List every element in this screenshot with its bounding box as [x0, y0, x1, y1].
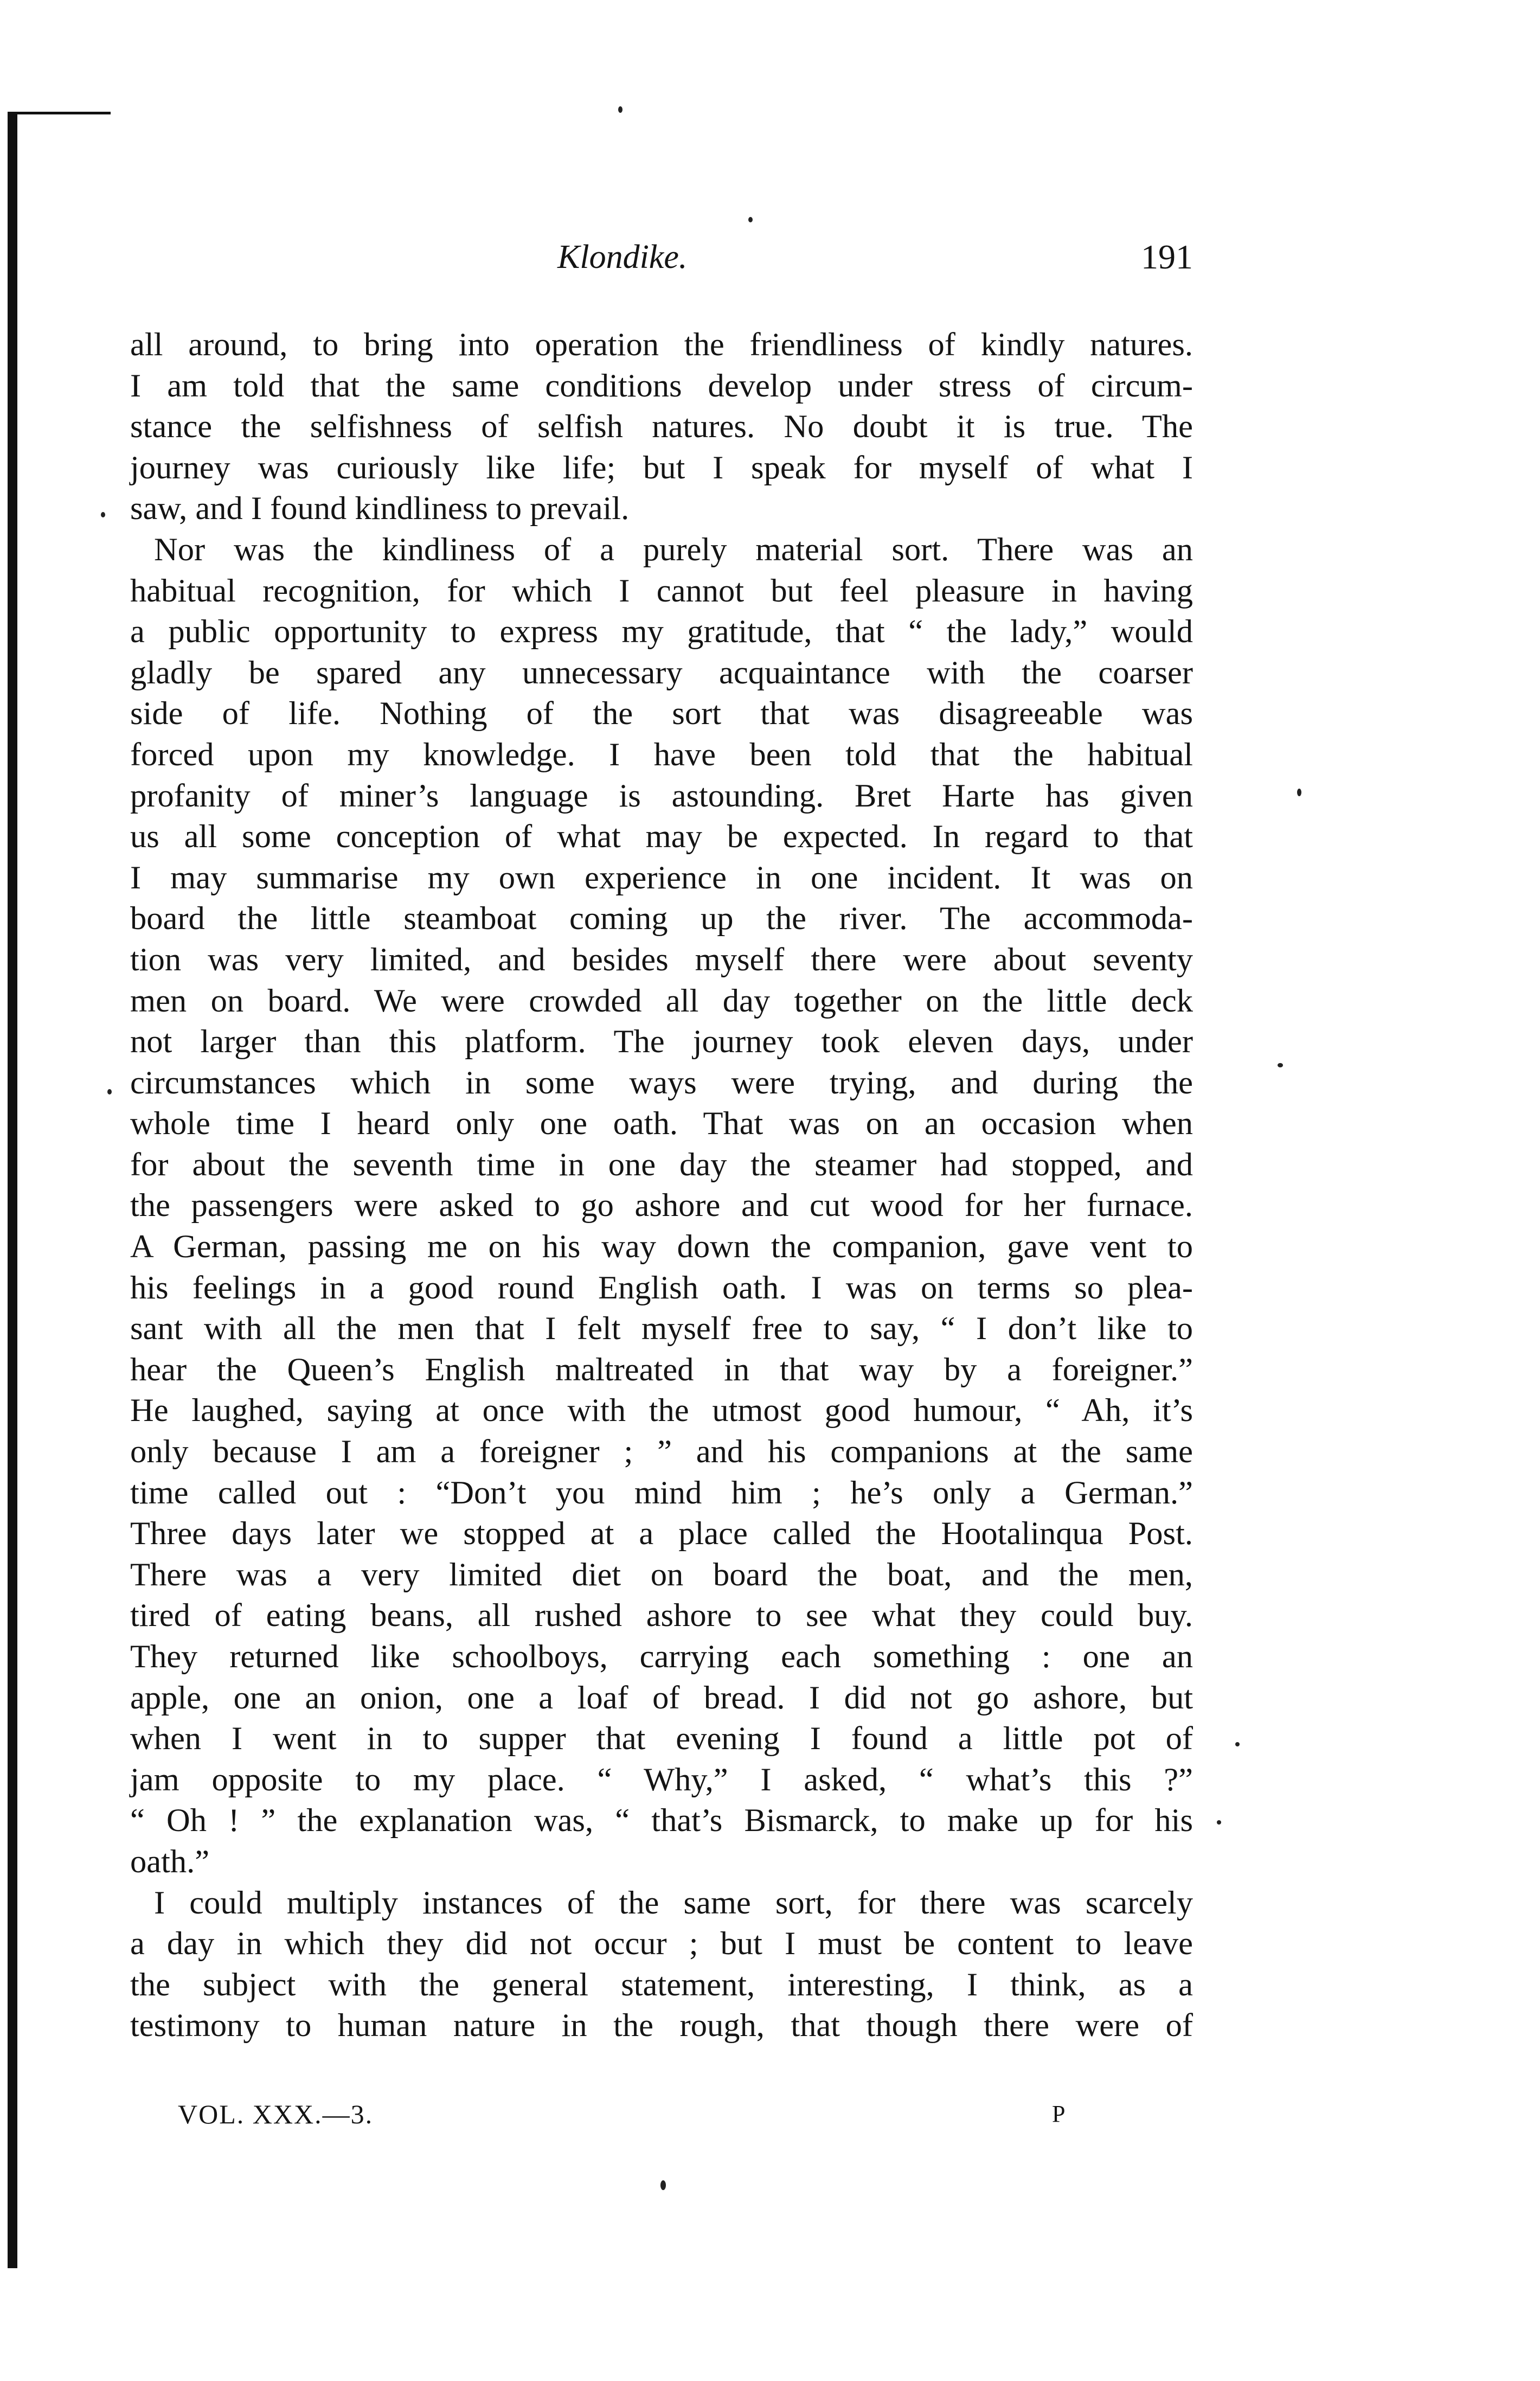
text-line: time called out : “Don’t you mind him ; he’s only a German.” — [130, 1474, 1193, 1511]
text-line: when I went in to supper that evening I found a little pot of — [130, 1720, 1193, 1757]
text-line: all around, to bring into operation the friendliness of kindly natures. — [130, 327, 1193, 363]
text-line: board the little steamboat coming up the river. The accommoda- — [130, 900, 1193, 937]
text-line: journey was curiously like life; but I speak for myself of what I — [130, 449, 1193, 486]
scan-speck — [101, 512, 105, 517]
page-number: 191 — [1141, 238, 1193, 276]
text-line: saw, and I found kindliness to prevail. — [130, 490, 630, 527]
text-line: Three days later we stopped at a place called the Hootalinqua Post. — [130, 1515, 1193, 1552]
text-line: “ Oh ! ” the explanation was, “ that’s Bismarck, to make up for his — [130, 1802, 1193, 1839]
text-line: the passengers were asked to go ashore and cut wood for her furnace. — [130, 1187, 1193, 1224]
scan-speck — [748, 217, 753, 222]
text-line: sant with all the men that I felt myself free to say, “ I don’t like to — [130, 1310, 1193, 1347]
text-line: They returned like schoolboys, carrying each something : one an — [130, 1638, 1193, 1675]
text-line: tion was very limited, and besides myself there were about seventy — [130, 941, 1193, 978]
text-line: side of life. Nothing of the sort that was disagreeable was — [130, 695, 1193, 732]
scan-speck — [107, 1089, 112, 1095]
text-line: jam opposite to my place. “ Why,” I asked, “ what’s this ?” — [130, 1761, 1193, 1798]
text-line: a public opportunity to express my gratitude, that “ the lady,” would — [130, 613, 1193, 650]
text-line: There was a very limited diet on board the boat, and the men, — [130, 1556, 1193, 1593]
text-line: I am told that the same conditions develop under stress of circum- — [130, 367, 1193, 404]
text-line: tired of eating beans, all rushed ashore to see what they could buy. — [130, 1597, 1193, 1634]
text-line: a day in which they did not occur ; but I must be content to leave — [130, 1925, 1193, 1962]
signature-mark: VOL. XXX.—3. — [178, 2099, 374, 2129]
text-line: He laughed, saying at once with the utmost good humour, “ Ah, it’s — [130, 1392, 1193, 1429]
paragraph-first-line: Nor was the kindliness of a purely material sort. There was an — [154, 531, 1193, 568]
binding-rule-horizontal — [8, 112, 111, 114]
text-line: the subject with the general statement, interesting, I think, as a — [130, 1966, 1193, 2003]
text-line: whole time I heard only one oath. That was on an occasion when — [130, 1105, 1193, 1142]
text-line: oath.” — [130, 1843, 210, 1880]
text-line: I may summarise my own experience in one incident. It was on — [130, 859, 1193, 896]
text-line: hear the Queen’s English maltreated in that way by a foreigner.” — [130, 1351, 1193, 1388]
text-line: circumstances which in some ways were trying, and during the — [130, 1064, 1193, 1101]
paragraph-first-line: I could multiply instances of the same sort, for there was scarcely — [154, 1884, 1193, 1921]
text-line: gladly be spared any unnecessary acquaintance with the coarser — [130, 654, 1193, 691]
text-line: not larger than this platform. The journey took eleven days, under — [130, 1023, 1193, 1060]
text-line: for about the seventh time in one day the steamer had stopped, and — [130, 1146, 1193, 1183]
running-title: Klondike. — [557, 239, 688, 276]
text-line: profanity of miner’s language is astounding. Bret Harte has given — [130, 777, 1193, 814]
running-head — [130, 235, 1193, 279]
text-line: forced upon my knowledge. I have been told that the habitual — [130, 736, 1193, 773]
scan-speck — [1297, 789, 1301, 796]
binding-rule-vertical — [8, 113, 17, 2268]
text-line: testimony to human nature in the rough, that though there were of — [130, 2007, 1193, 2044]
text-line: his feelings in a good round English oath. I was on terms so plea- — [130, 1269, 1193, 1306]
scan-speck — [1235, 1742, 1240, 1746]
signature-letter: P — [1052, 2101, 1066, 2127]
text-line: apple, one an onion, one a loaf of bread. I did not go ashore, but — [130, 1679, 1193, 1716]
text-line: only because I am a foreigner ; ” and his companions at the same — [130, 1433, 1193, 1470]
text-line: stance the selfishness of selfish natures. No doubt it is true. The — [130, 408, 1193, 445]
text-line: habitual recognition, for which I cannot but feel pleasure in having — [130, 572, 1193, 609]
text-line: men on board. We were crowded all day together on the little deck — [130, 982, 1193, 1019]
text-line: A German, passing me on his way down the companion, gave vent to — [130, 1228, 1193, 1265]
scan-speck — [618, 106, 623, 113]
body-text — [130, 324, 1193, 2046]
scan-speck — [660, 2180, 666, 2190]
signature-line — [130, 2094, 1193, 2135]
text-line: us all some conception of what may be expected. In regard to that — [130, 818, 1193, 855]
scan-speck — [1217, 1820, 1221, 1825]
scan-speck — [1278, 1063, 1283, 1067]
